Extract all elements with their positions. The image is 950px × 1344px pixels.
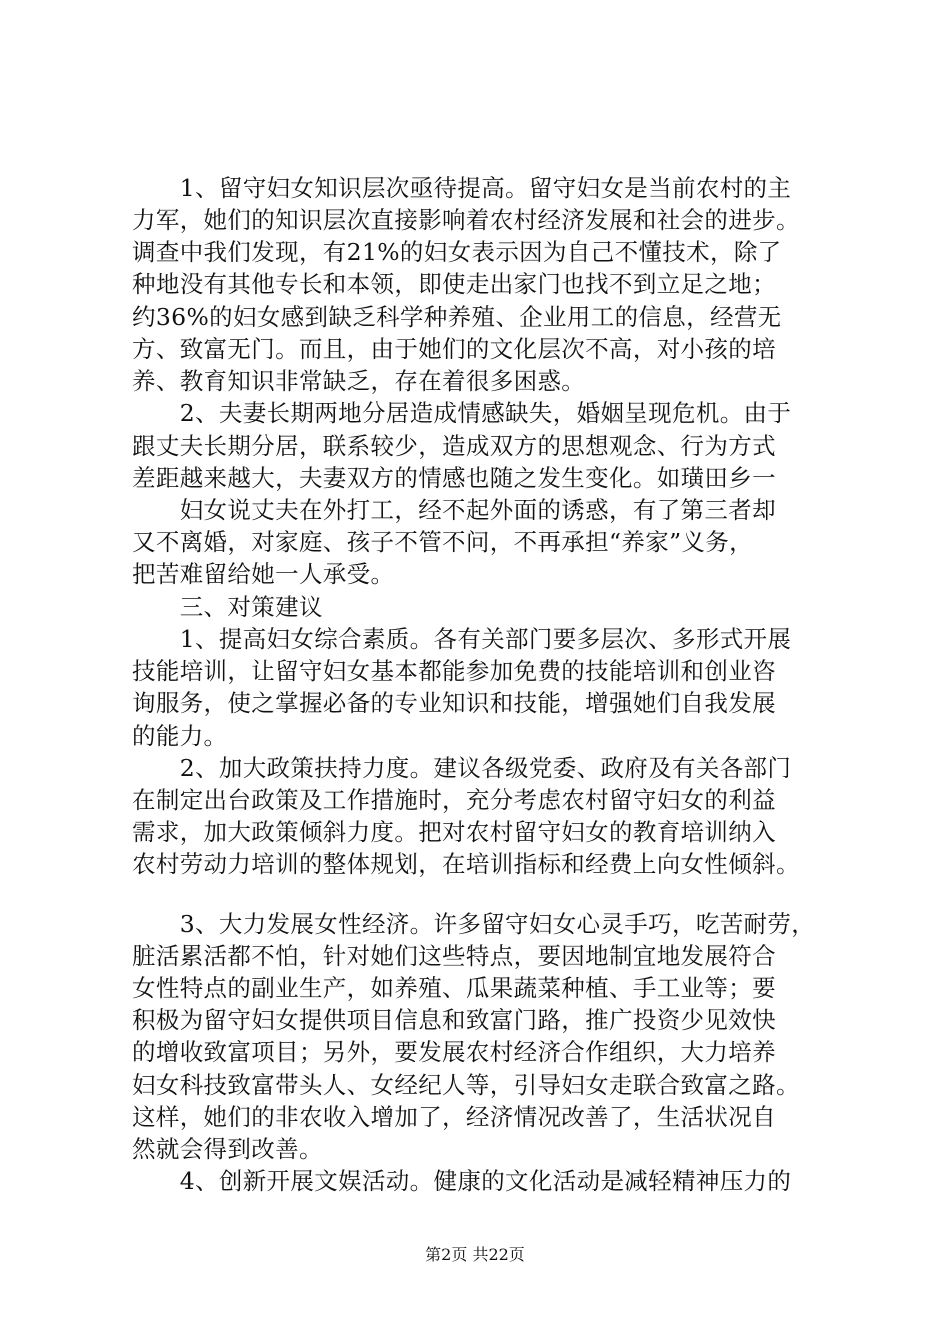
text-line: 养、教育知识非常缺乏，存在着很多困惑。 [132,367,586,396]
text-line: 询服务，使之掌握必备的专业知识和技能，增强她们自我发展 [132,689,776,718]
text-line: 2、夫妻长期两地分居造成情感缺失，婚姻呈现危机。由于 [132,399,792,428]
text-line: 约36%的妇女感到缺乏科学种养殖、企业用工的信息，经营无 [132,302,782,331]
text-line: 农村劳动力培训的整体规划，在培训指标和经费上向女性倾斜。 [132,850,800,879]
text-line: 3、大力发展女性经济。许多留守妇女心灵手巧，吃苦耐劳， [132,909,816,938]
text-line: 方、致富无门。而且，由于她们的文化层次不高，对小孩的培 [132,334,776,363]
text-line: 需求，加大政策倾斜力度。把对农村留守妇女的教育培训纳入 [132,818,776,847]
text-line: 种地没有其他专长和本领，即使走出家门也找不到立足之地； [132,270,776,299]
text-line: 2、加大政策扶持力度。建议各级党委、政府及有关各部门 [132,753,792,782]
text-line: 力军，她们的知识层次直接影响着农村经济发展和社会的进步。 [132,206,800,235]
text-line: 脏活累活都不怕，针对她们这些特点，要因地制宜地发展符合 [132,941,776,970]
text-line: 把苦难留给她一人承受。 [132,560,395,589]
text-line: 4、创新开展文娱活动。健康的文化活动是减轻精神压力的 [132,1167,792,1196]
text-line: 1、留守妇女知识层次亟待提高。留守妇女是当前农村的主 [132,173,792,202]
text-line: 的能力。 [132,721,228,750]
text-line: 又不离婚，对家庭、孩子不管不问，不再承担“养家”义务， [132,528,753,557]
text-line: 调查中我们发现，有21%的妇女表示因为自己不懂技术，除了 [132,238,782,267]
text-line: 差距越来越大，夫妻双方的情感也随之发生变化。如璜田乡一 [132,463,776,492]
text-line: 技能培训，让留守妇女基本都能参加免费的技能培训和创业咨 [132,657,776,686]
text-line: 在制定出台政策及工作措施时，充分考虑农村留守妇女的利益 [132,786,776,814]
page-number-footer: 第2页 共22页 [425,1245,525,1264]
text-line: 的增收致富项目；另外，要发展农村经济合作组织，大力培养 [132,1038,776,1067]
text-line: 这样，她们的非农收入增加了，经济情况改善了，生活状况自 [132,1102,776,1131]
section-heading: 三、对策建议 [132,592,323,621]
text-line: 女性特点的副业生产，如养殖、瓜果蔬菜种植、手工业等；要 [132,973,776,1002]
text-line: 然就会得到改善。 [132,1135,323,1164]
text-line: 妇女科技致富带头人、女经纪人等，引导妇女走联合致富之路。 [132,1070,800,1099]
text-line: 跟丈夫长期分居，联系较少，造成双方的思想观念、行为方式 [132,431,776,460]
text-line: 妇女说丈夫在外打工，经不起外面的诱惑，有了第三者却 [132,496,776,525]
text-line: 1、提高妇女综合素质。各有关部门要多层次、多形式开展 [132,624,792,653]
text-line: 积极为留守妇女提供项目信息和致富门路，推广投资少见效快 [132,1006,776,1035]
